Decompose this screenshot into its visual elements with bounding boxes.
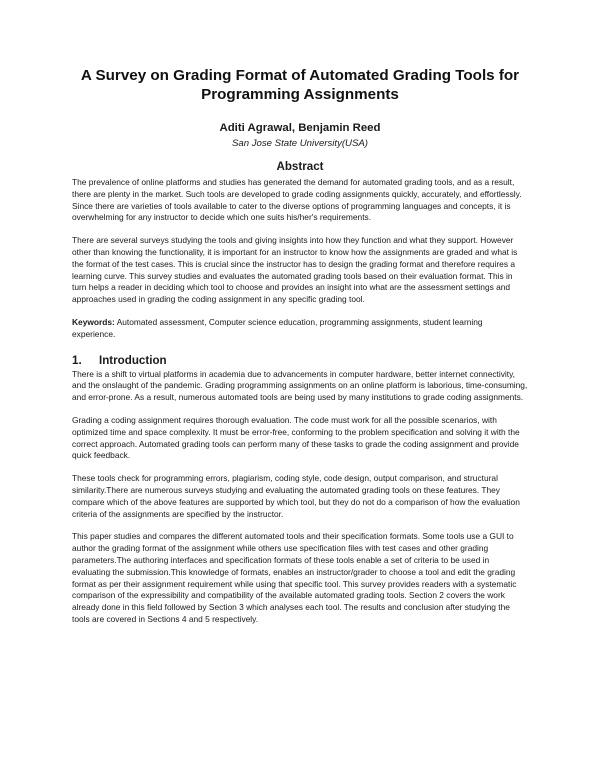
body-paragraph: This paper studies and compares the different automated tools and their specification formats. Some tools use a GUI to author the grading format of the assignment while others use specification files with test cases and other grading parameters.The authoring interfaces and specification formats of these tools enable a set of criteria to be used in evaluating the submission.This knowledge of formats, enables an instructor/grader to choose a tool and edit the grading format as per their assignment requirement while using that specific tool. This survey provides readers with a systematic comparison of the expressibility and compatibility of the available automated grading tools. Section 2 covers the work already done in this field followed by Section 3 which analyses each tool. The results and conclusion after studying the tools are covered in Sections 4 and 5 respectively. <box>72 531 517 624</box>
body-paragraph: These tools check for programming errors, plagiarism, coding style, code design, output comparison, and structural similarity.There are numerous surveys studying and evaluating the automated grading tools on these features. They compare which of the above features are supported by which tool, but they do not do a comparison of how the evaluation criteria of the assignments are specified by the instructor. <box>72 473 520 519</box>
section-number: 1. <box>72 353 82 367</box>
abstract-paragraph: There are several surveys studying the tools and giving insights into how they function and what they support. However other than knowing the functionality, it is important for an instructor to know how the assignments are graded and what is the format of the test cases. This is crucial since the instructor has to design the grading format and therefore requires a learning curve. This survey studies and evaluates the automated grading tools based on their evaluation format. This in turn helps a reader in deciding which tool to choose and provides an insight into what are the assessment settings and approaches used in grading the coding assignment in any specific grading tool. <box>72 235 518 305</box>
section-heading <box>72 354 528 368</box>
author-names: Aditi Agrawal, Benjamin Reed <box>219 122 381 134</box>
abstract-heading: Abstract <box>276 160 324 173</box>
abstract-paragraph: The prevalence of online platforms and studies has generated the demand for automated grading tools, and as a result, there are plenty in the market. Such tools are developed to grade coding assignments quickly, accurately, and effortlessly. Since there are varieties of tools available to cater to the diverse options of programming languages and concepts, it is overwhelming for any instructor to decide which one suits his/her's requirements. <box>72 177 522 223</box>
keywords <box>72 317 528 341</box>
author-affiliation: San Jose State University(USA) <box>232 138 368 149</box>
section-title: Introduction <box>99 353 167 367</box>
paper-page <box>72 66 528 626</box>
body-paragraph: Grading a coding assignment requires thorough evaluation. The code must work for all the possible scenarios, with optimized time and space complexity. It must be error-free, conforming to the problem specification and solving it with the correct approach. Automated grading tools can perform many of these tasks to grade the coding assignment and provide quick feedback. <box>72 414 520 461</box>
body-paragraph: There is a shift to virtual platforms in academia due to advancements in computer hardware, better internet connectivity, and the onslaught of the pandemic. Grading programming assignments on an online platform is laborious, time-consuming, and error-prone. As a result, numerous automated tools are being used by many institutions to grade coding assignments. <box>72 368 528 403</box>
keywords-text: Automated assessment, Computer science education, programming assignments, student learning experience. <box>72 316 483 339</box>
paper-title: A Survey on Grading Format of Automated Grading Tools for Programming Assignments <box>80 67 520 103</box>
keywords-label: Keywords: <box>72 316 115 327</box>
